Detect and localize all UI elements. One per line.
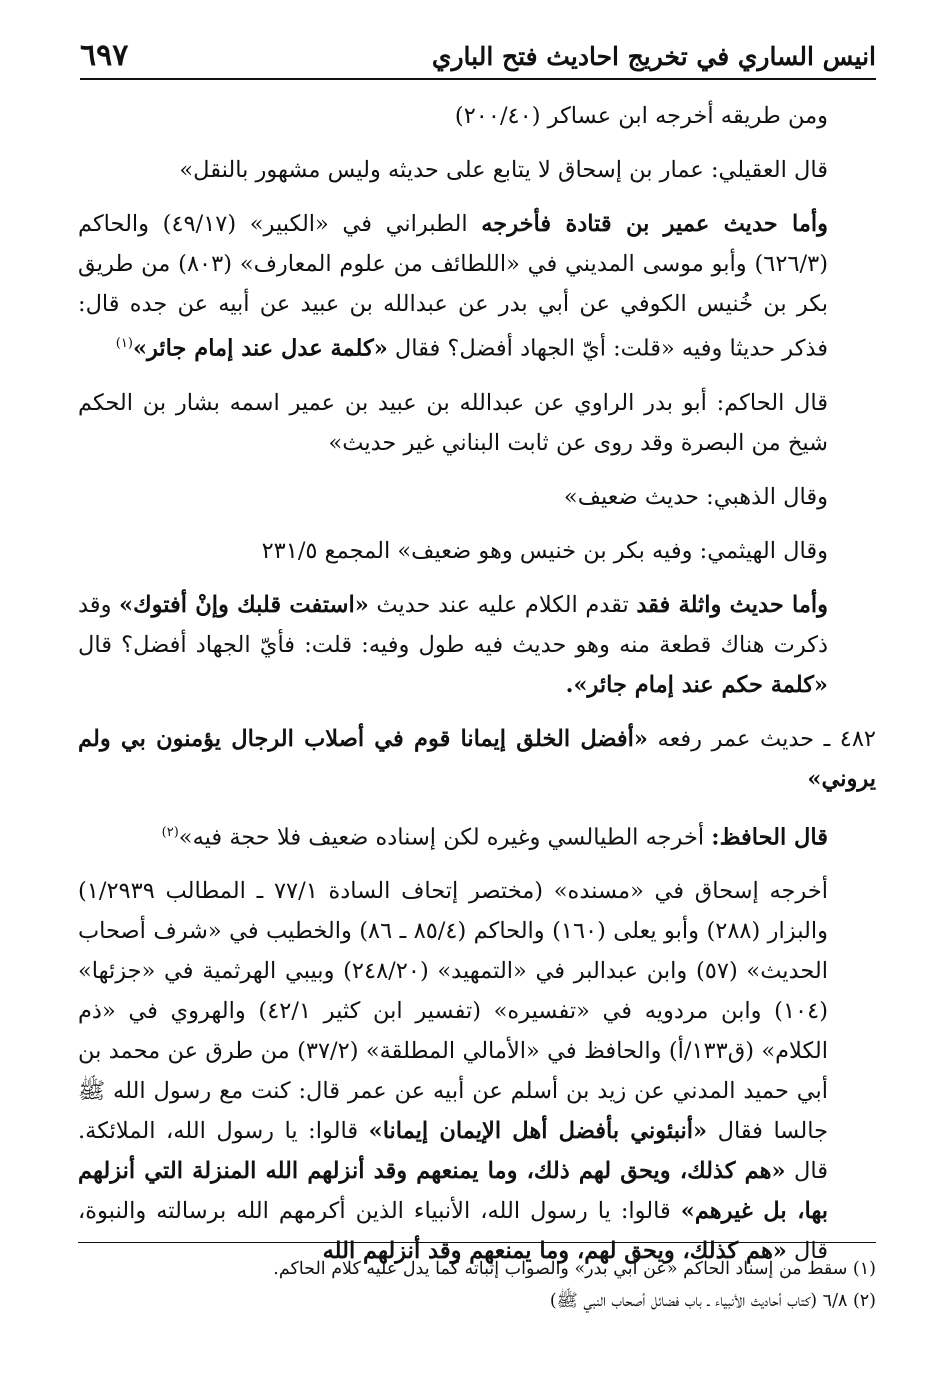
running-title: انيس الساري في تخريج احاديث فتح الباري <box>431 42 876 71</box>
text: قالوا: يا رسول الله، الأنبياء الذين أكرمهم الله برسالته والنبوة، قال <box>78 1198 828 1264</box>
paragraph <box>78 585 876 705</box>
page-number: ٦٩٧ <box>80 38 129 73</box>
paragraph: قال الحاكم: أبو بدر الراوي عن عبدالله بن عبيد بن عمير اسمه بشار بن الحكم شيخ من البصرة وقد روى عن ثابت البناني غير حديث» <box>78 389 828 456</box>
page-header <box>80 38 876 80</box>
page-body <box>78 96 876 1285</box>
hadith-quote: «أنبئوني بأفضل أهل الإيمان إيمانا» <box>368 1118 708 1144</box>
hadith-quote: «هم كذلك، ويحق لهم، وما يمنعهم وقد أنزلهم الله <box>322 1238 787 1264</box>
paragraph <box>78 813 876 858</box>
bold-lead: وأما حديث عمير بن قتادة فأخرجه <box>481 211 828 237</box>
text: أخرجه الطيالسي وغيره لكن إسناده ضعيف فلا حجة فيه» <box>178 824 712 850</box>
entry-number: ٤٨٢ ـ حديث عمر رفعه <box>647 725 876 752</box>
paragraph <box>78 204 876 369</box>
hadith-quote: «كلمة عدل عند إمام جائر» <box>132 335 388 362</box>
bold-lead: قال الحافظ: <box>711 824 828 850</box>
text: أخرجه إسحاق في «مسنده» (مختصر إتحاف السادة ٧٧/١ ـ المطالب ١/٢٩٣٩) والبزار (٢٨٨) وأبو يعلى (١٦٠) والحاكم (٨٥/٤ ـ ٨٦) والخطيب في «شرف أصحاب الحديث» (٥٧) وابن عبدالبر في «التمهيد» (٢٤٨/٢٠) وبيبي الهرثمية في «جزئها» (١٠٤) وابن مردويه في «تفسيره» (تفسير ابن كثير ٤٢/١) والهروي في «ذم الكلام» (ق١٣٣/أ) والحافظ في «الأمالي المطلقة» (٣٧/٢) من طرق عن محمد بن أبي حميد المدني عن زيد بن أسلم عن أبيه عن عمر قال: كنت مع رسول الله ﷺ جالسا فقال <box>78 878 828 1144</box>
hadith-quote: «هم كذلك، ويحق لهم ذلك، وما يمنعهم وقد أنزلهم الله المنزلة التي أنزلهم بها، بل غيرهم» <box>78 1158 829 1224</box>
paragraph: ومن طريقه أخرجه ابن عساكر (٢٠٠/٤٠) <box>454 103 828 129</box>
paragraph: قال العقيلي: عمار بن إسحاق لا يتابع على حديثه وليس مشهور بالنقل» <box>179 157 828 183</box>
bold-lead: وأما حديث واثلة فقد <box>636 591 829 618</box>
footnote-ref[interactable]: (٢) <box>161 824 179 840</box>
hadith-quote: «استفت قلبك وإنْ أفتوك» <box>119 591 369 618</box>
footnote-1: (١) سقط من إسناد الحاكم «عن أبي بدر» والصواب إثباته كما يدل عليه كلام الحاكم. <box>273 1259 876 1279</box>
paragraph: وقال الهيثمي: وفيه بكر بن خنيس وهو ضعيف» المجمع ٢٣١/٥ <box>261 537 828 564</box>
hadith-quote: «أفضل الخلق إيمانا قوم في أصلاب الرجال يؤمنون بي ولم يروني» <box>78 725 876 792</box>
hadith-quote: «كلمة حكم عند إمام جائر». <box>565 671 828 698</box>
text: قالوا: يا رسول الله، الملائكة. قال <box>78 1118 828 1184</box>
text: الطبراني في «الكبير» (٤٩/١٧) والحاكم (٦٢٦/٣) وأبو موسى المديني في «اللطائف من علوم المعارف» (٨٠٣) من طريق بكر بن خُنيس الكوفي عن أبي بدر عن عبدالله بن عبيد عن أبيه عن جده قال: فذكر حديثا وفيه «قلت: أيّ الجهاد أفضل؟ فقال <box>78 211 828 362</box>
paragraph: وقال الذهبي: حديث ضعيف» <box>563 483 828 510</box>
text: تقدم الكلام عليه عند حديث <box>368 591 637 618</box>
text: وقد ذكرت هناك قطعة منه وهو حديث فيه طول وفيه: قلت: فأيّ الجهاد أفضل؟ قال <box>78 591 828 658</box>
footnote-ref[interactable]: (١) <box>115 336 133 351</box>
footnotes <box>78 1242 876 1317</box>
footnote-2: (٢) ٦/٨ (كتاب أحاديث الأنبياء ـ باب فضائل أصحاب النبي ﷺ) <box>549 1291 876 1311</box>
paragraph <box>78 871 876 1271</box>
hadith-entry <box>78 719 876 799</box>
